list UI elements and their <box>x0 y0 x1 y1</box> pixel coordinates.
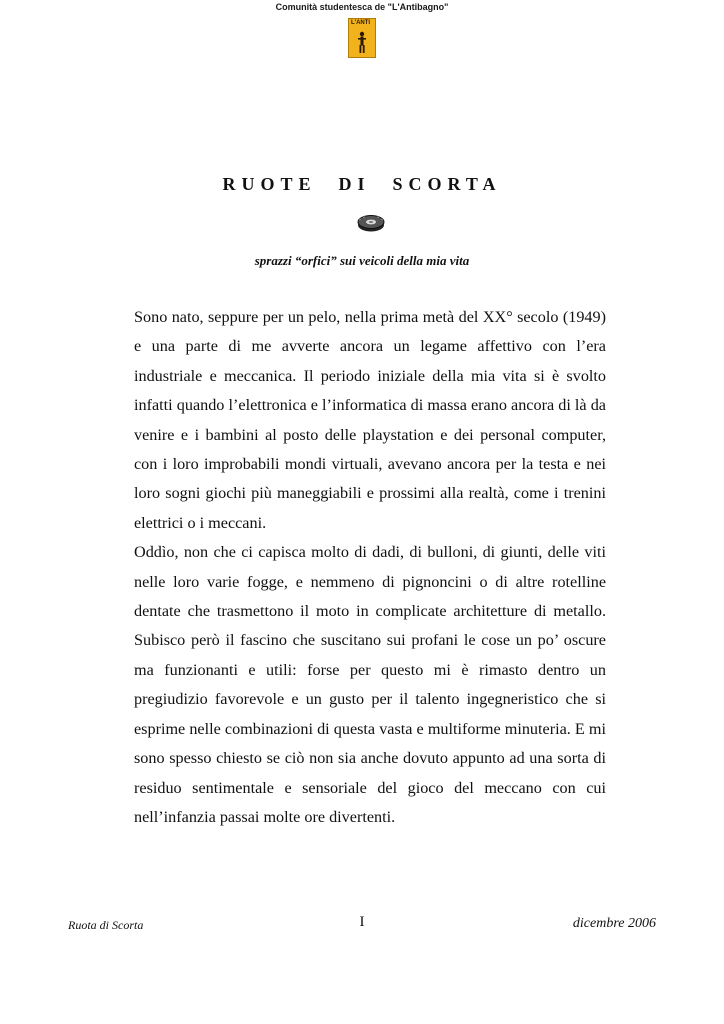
logo-figure-icon <box>356 31 368 55</box>
page-title <box>0 174 724 195</box>
footer-left: Ruota di Scorta <box>68 918 144 932</box>
logo-title: L'ANTI <box>351 20 371 26</box>
subtitle: sprazzi “orfici” sui veicoli della mia vita <box>254 253 470 268</box>
body-text <box>134 303 606 832</box>
paragraph-2: Oddìo, non che ci capisca molto di dadi, di bulloni, di giunti, delle viti nelle loro varie fogge, e nemmeno di pignoncini o di altre rotelline dentate che trasmettono il moto in complicate architetture di metallo. Subisco però il fascino che suscitano sui profani le cose un po’ oscure ma funzionanti e utili: forse per questo mi è rimasto dentro un pregiudizio favorevole e un gusto per il talento ingegneristico che si esprime nelle combinazioni di questa vasta e multiforme minuteria. E mi sono spesso chiesto se ciò non sia anche dovuto appunto ad una sorta di residuo sentimentale e sensoriale del gioco del meccano con cui nell’infanzia passai molte ore divertenti. <box>134 543 606 826</box>
tire-icon <box>356 213 386 233</box>
header-text: Comunità studentesca de "L'Antibagno" <box>275 2 449 12</box>
title-word-2: DI <box>338 174 371 194</box>
title-word-3: SCORTA <box>392 174 502 194</box>
page-number: I <box>359 914 365 930</box>
footer-right: dicembre 2006 <box>572 916 656 931</box>
paragraph-1: Sono nato, seppure per un pelo, nella prima metà del XX° secolo (1949) e una parte di me avverte ancora un legame affettivo con l’era industriale e meccanica. Il periodo iniziale della mia vita si è svolto infatti quando l’elettronica e l’informatica di massa erano ancora di là da venire e i bambini al posto delle playstation e dei personal computer, con i loro improbabili mondi virtuali, avevano ancora per la testa e nei loro sogni giochi più maneggiabili e prossimi alla realtà, come i trenini elettrici o i meccani. <box>134 308 606 532</box>
title-word-1: RUOTE <box>222 174 317 194</box>
antibagno-logo <box>348 18 376 58</box>
